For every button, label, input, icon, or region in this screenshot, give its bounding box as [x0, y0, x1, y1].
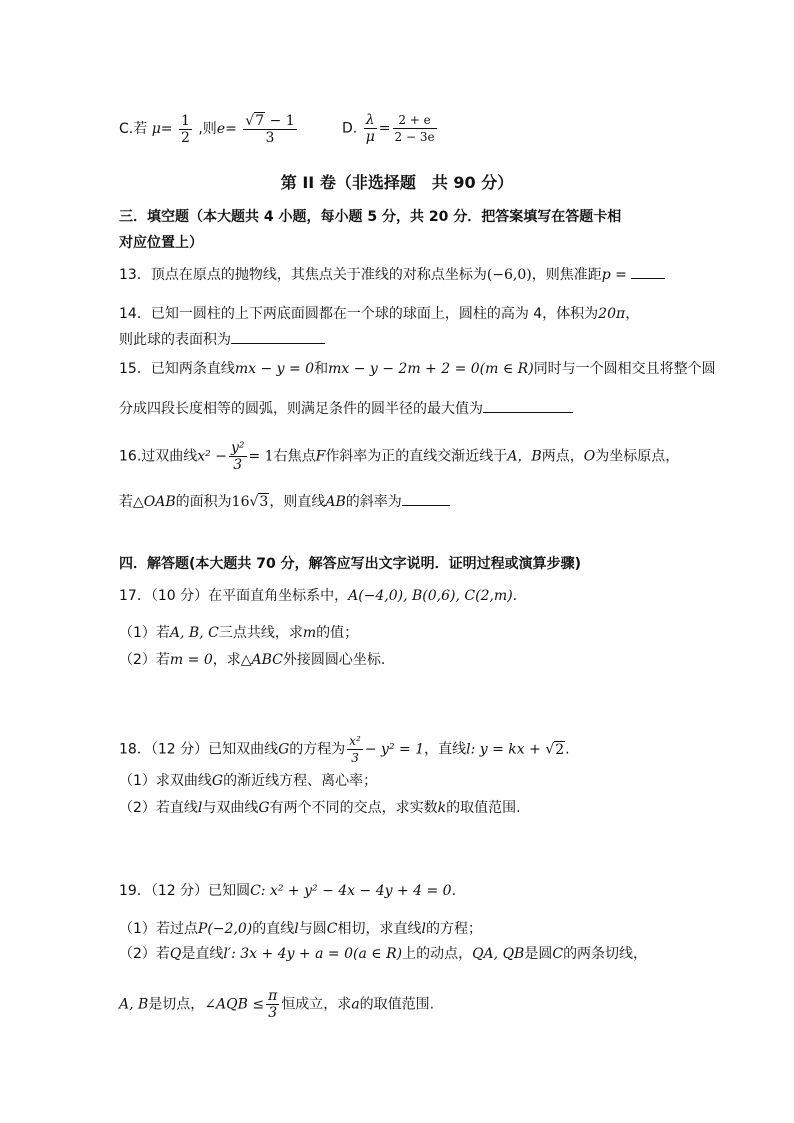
question-17: 17．（10 分）在平面直角坐标系中，A(−4,0), B(0,6), C(2,m).	[119, 588, 518, 604]
question-18-part1: （1）求双曲线G的渐近线方程、离心率；	[119, 773, 378, 789]
answer-blank-14[interactable]	[231, 331, 325, 344]
question-13: 13．顶点在原点的抛物线，其焦点关于准线的对称点坐标为(−6,0)，则焦准距p =	[119, 265, 665, 285]
question-14-line1: 14．已知一圆柱的上下两底面圆都在一个球的球面上，圆柱的高为 4，体积为20π，	[119, 306, 640, 322]
fraction-rhs: $\frac{2 + e}{2 - 3e}$	[394, 113, 435, 144]
question-16-line1: 16.过双曲线x² − $\frac{\text{y²}}{3}$ = 1右焦点F作斜率为正的直线交渐近线于A，B两点，O为坐标原点，	[119, 440, 680, 473]
question-15-line1: 15．已知两条直线mx − y = 0和mx − y − 2m + 2 = 0(m ∈ R)同时与一个圆相交且将整个圆	[119, 361, 716, 377]
question-18: 18．（12 分）已知双曲线G的方程为 $\frac{\text{x²}}{3}$ − y² = 1，直线l: y = kx + √2.	[119, 734, 570, 765]
question-17-part2: （2）若m = 0，求△ABC外接圆圆心坐标.	[119, 652, 386, 668]
section3-heading-line1: 三．填空题（本大题共 4 小题，每小题 5 分，共 20 分．把答案填写在答题卡相	[119, 209, 622, 225]
fraction-y2-3: $\frac{\text{y²}}{3}$	[230, 440, 245, 473]
question-17-part1: （1）若A, B, C三点共线，求m的值；	[119, 625, 359, 641]
answer-blank-13[interactable]	[631, 266, 665, 279]
answer-blank-15[interactable]	[483, 400, 573, 413]
fraction-lambda-mu: $\frac{\lambda}{\mu}$	[365, 112, 375, 145]
fraction-half: $\frac{1}{2}$	[180, 112, 190, 146]
section3-heading-line2: 对应位置上）	[119, 235, 203, 251]
question-14-line2: 则此球的表面积为	[119, 330, 325, 350]
fraction-x2-3: $\frac{\text{x²}}{3}$	[349, 734, 361, 765]
question-15-line2: 分成四段长度相等的圆弧，则满足条件的圆半径的最大值为	[119, 399, 573, 419]
question-19-part1: （1）若过点P(−2,0)的直线l与圆C相切，求直线l的方程；	[119, 921, 482, 937]
section4-heading: 四．解答题(本大题共 70 分，解答应写出文字说明．证明过程或演算步骤)	[119, 556, 582, 572]
part2-title: 第 II 卷（非选择题 共 90 分）	[280, 173, 514, 192]
option-d-label: D.	[342, 120, 358, 137]
question-19-part2: （2）若Q是直线l′: 3x + 4y + a = 0(a ∈ R)上的动点，QA, QB是圆C的两条切线，	[119, 946, 648, 962]
question-19-part2-line2: A, B是切点，∠AQB ≤ $\frac{\pi}{3}$ 恒成立，求a的取值范围.	[119, 988, 435, 1021]
option-c: C.若 μ= $\frac{1}{2}$ ,则e= $\frac{√7 - 1}{3}$	[119, 112, 295, 146]
option-d: D. $\frac{\lambda}{\mu}$ = $\frac{2 + e}{2 - 3e}$	[342, 112, 435, 145]
fraction-eccentricity: $\frac{√7 - 1}{3}$	[245, 113, 295, 146]
question-16-line2: 若△OAB的面积为16√3，则直线AB的斜率为	[119, 492, 450, 512]
question-18-part2: （2）若直线l与双曲线G有两个不同的交点，求实数k的取值范围.	[119, 800, 521, 816]
answer-blank-16[interactable]	[402, 493, 450, 506]
fraction-pi-3: $\frac{\pi}{3}$	[268, 988, 278, 1021]
question-19: 19．（12 分）已知圆C: x² + y² − 4x − 4y + 4 = 0.	[119, 883, 457, 899]
option-c-label: C.若	[119, 121, 148, 137]
